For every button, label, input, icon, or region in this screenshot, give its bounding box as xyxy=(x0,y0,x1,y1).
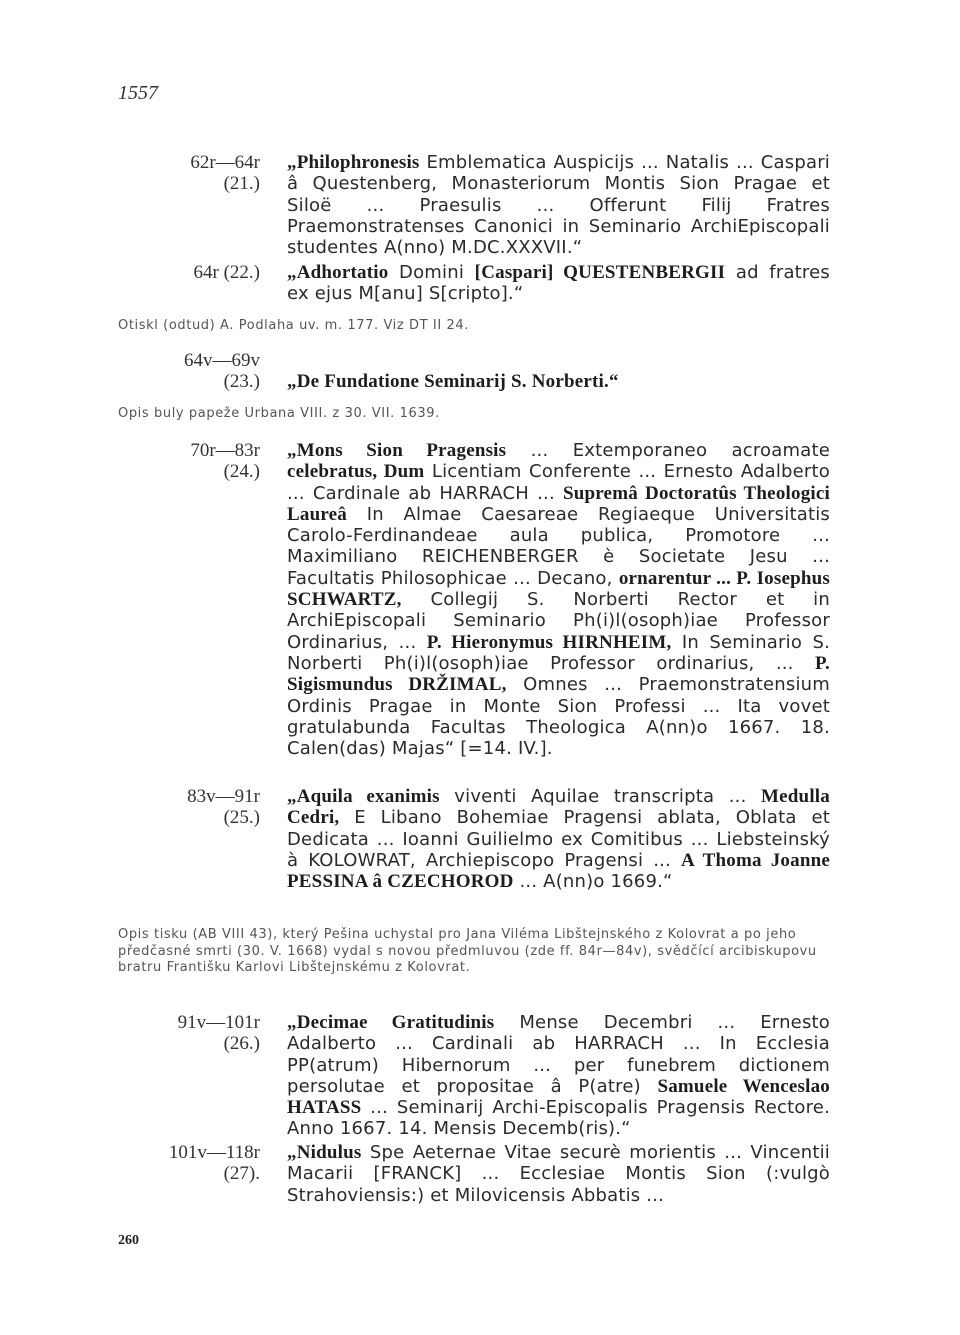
entry-number: (21.) xyxy=(223,173,260,194)
entry-title-run: Supremâ Doctoratûs Theologici Laureâ xyxy=(287,482,830,525)
entry-title-run: celebratus, Dum xyxy=(287,461,425,483)
folio-reference xyxy=(150,1012,260,1054)
entry-number: (24.) xyxy=(223,461,260,482)
entry-text-run: ad fratres ex ejus M[anu] S[cripto].“ xyxy=(287,262,830,305)
entry-text-run: Mense Decembri ... Ernesto Adalberto ... Cardinali ab HARRACH ... In Ecclesia PP(atrum) Hibernorum ... per funebrem dictionem persolutae et propositae â P(atre) xyxy=(287,1012,830,1097)
entry-text-run: Licentiam Conferente ... Ernesto Adalberto ... Cardinale ab HARRACH ... xyxy=(287,461,830,504)
entry-text xyxy=(287,786,830,892)
entry-title-run: „Adhortatio xyxy=(287,262,389,283)
entry-title-run: ornarentur ... P. Iosephus SCHWARTZ, xyxy=(287,567,831,611)
entry-text-run: ... A(nn)o 1669.“ xyxy=(513,871,673,893)
entry-title-run: „De Fundatione Seminarij S. Norberti.“ xyxy=(287,371,619,392)
entry-title-run: „Mons Sion Pragensis xyxy=(287,440,507,461)
folio-reference xyxy=(150,786,260,828)
entry-text-run: In Almae Caesareae Regiaeque Universitatis Carolo-Ferdinandeae aula publica, Promotore ... Maximiliano REICHENBERGER è Societate Jesu ... Facultatis Philosophicae ... Decano, xyxy=(287,503,830,589)
entry-number: (26.) xyxy=(223,1033,260,1054)
entry-title-run: Medulla Cedri, xyxy=(287,786,830,829)
folio-range: 101v—118r xyxy=(168,1142,260,1163)
entry-text-run: ... Extemporaneo acroamate xyxy=(506,440,830,461)
folio-reference xyxy=(150,350,260,392)
folio-reference xyxy=(120,262,260,283)
entry-text-run: viventi Aquilae transcripta ... xyxy=(439,786,762,807)
entry-text xyxy=(287,371,830,392)
folio-reference xyxy=(150,440,260,482)
folio-reference xyxy=(150,1142,260,1184)
entry-title-run: Samuele Wenceslao HATASS xyxy=(287,1075,831,1119)
folio-range: 62r—64r xyxy=(190,152,260,173)
editorial-note: Otiskl (odtud) A. Podlaha uv. m. 177. Viz DT II 24. xyxy=(118,318,470,333)
entry-text xyxy=(287,440,830,759)
folio-reference xyxy=(150,152,260,194)
folio-range: 64v—69v xyxy=(184,350,260,371)
entry-title-run: [Caspari] QUESTENBERGII xyxy=(474,262,726,283)
entry-text xyxy=(287,152,830,258)
entry-text-run: Omnes ... Praemonstratensium Ordinis Pragae in Monte Sion Professi ... Ita vovet gratulabunda Facultas Theologica A(nn)o 1667. 18. Calen(das) Majas“ [=14. IV.]. xyxy=(287,674,831,760)
entry-text-run: E Libano Bohemiae Pragensi ablata, Oblata et Dedicata ... Ioanni Guilielmo ex Comitibus ... Liebsteinský à KOLOWRAT, Archiepiscopo Pragensi ... xyxy=(287,807,830,871)
folio-range: 64r (22.) xyxy=(193,262,260,283)
entry-title-run: P. Sigismundus DRŽIMAL, xyxy=(287,652,830,696)
entry-number: (27). xyxy=(223,1163,260,1184)
entry-text xyxy=(287,1012,830,1140)
folio-range: 83v—91r xyxy=(187,786,260,807)
folio-range: 91v—101r xyxy=(177,1012,260,1033)
entry-title-run: „Philophronesis xyxy=(287,152,420,173)
entry-text-run: Collegij S. Norberti Rector et in ArchiEpiscopali Seminario Ph(i)l(osoph)iae Professor Ordinarius, ... xyxy=(287,589,830,653)
entry-text-run: ... Seminarij Archi-Episcopalis Pragensis Rectore. Anno 1667. 14. Mensis Decemb(ris).“ xyxy=(287,1097,830,1140)
editorial-note: Opis tisku (AB VIII 43), který Pešina uchystal pro Jana Viléma Libštejnského z Kolovrat a po jeho předčasné smrti (30. V. 1668) vydal s novou předmluvou (zde ff. 84r—84v), svědčící arcibiskupovu bratru Františku Karlovi Libštejnskému z Kolovrat. xyxy=(118,927,817,975)
entry-number: (25.) xyxy=(223,807,260,828)
entry-title-run: A Thoma Joanne PESSINA â CZECHOROD xyxy=(287,849,830,893)
entry-text-run: In Seminario S. Norberti Ph(i)l(osoph)iae Professor ordinarius, ... xyxy=(287,631,830,674)
entry-text-run: Emblematica Auspicijs ... Natalis ... Caspari â Questenberg, Monasteriorum Montis Sion Pragae et Siloë ... Praesulis ... Offerunt Filij Fratres Praemonstratenses Canonici in Seminario ArchiEpiscopali studentes A(nno) M.DC.XXXVII.“ xyxy=(287,152,830,259)
entry-title-run: P. Hieronymus HIRNHEIM, xyxy=(426,631,672,653)
entry-title-run: „Decimae Gratitudinis xyxy=(287,1012,495,1033)
entry-title-run: „Nidulus xyxy=(287,1142,362,1163)
entry-text xyxy=(287,262,830,305)
entry-number: (23.) xyxy=(223,371,260,392)
entry-text-run: Spe Aeternae Vitae securè morientis ... Vincentii Macarii [FRANCK] ... Ecclesiae Montis Sion (:vulgò Strahoviensis:) et Milovicensis Abbatis ... xyxy=(287,1142,830,1206)
entry-text xyxy=(287,1142,830,1206)
page-number: 260 xyxy=(118,1233,139,1248)
page-header-year: 1557 xyxy=(118,82,158,104)
entry-title-run: „Aquila exanimis xyxy=(287,786,440,807)
editorial-note: Opis buly papeže Urbana VIII. z 30. VII. 1639. xyxy=(118,406,440,421)
entry-text-run: Domini xyxy=(388,262,475,283)
folio-range: 70r—83r xyxy=(190,440,260,461)
